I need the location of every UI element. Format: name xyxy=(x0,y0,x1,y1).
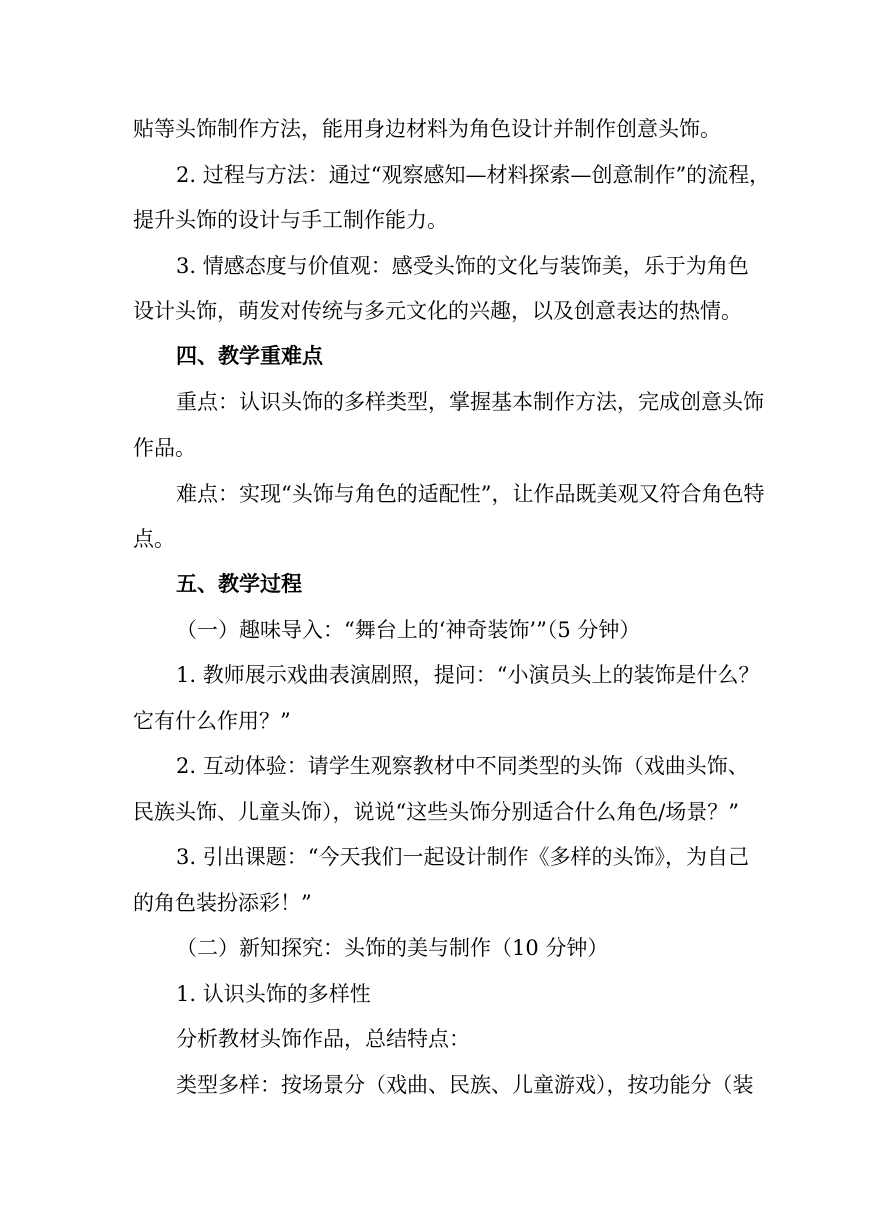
paragraph-line: 作品。 xyxy=(133,436,196,460)
paragraph-line: 难点：实现“头饰与角色的适配性”，让作品既美观又符合角色特 xyxy=(176,482,765,506)
paragraph-line: 设计头饰，萌发对传统与多元文化的兴趣，以及创意表达的热情。 xyxy=(133,299,742,323)
paragraph-line: 1. 教师展示戏曲表演剧照，提问：“小演员头上的装饰是什么？ xyxy=(176,663,760,687)
paragraph-line: 1. 认识头饰的多样性 xyxy=(176,982,371,1006)
section-heading: 五、教学过程 xyxy=(176,571,302,596)
paragraph-line: 重点：认识头饰的多样类型，掌握基本制作方法，完成创意头饰 xyxy=(176,390,764,414)
paragraph-line: 类型多样：按场景分（戏曲、民族、儿童游戏），按功能分（装 xyxy=(176,1073,754,1097)
paragraph-line: 的角色装扮添彩！” xyxy=(133,891,312,915)
paragraph-line: 民族头饰、儿童头饰），说说“这些头饰分别适合什么角色/场景？” xyxy=(133,800,740,824)
paragraph-line: 分析教材头饰作品，总结特点： xyxy=(176,1027,470,1051)
paragraph-line: 提升头饰的设计与手工制作能力。 xyxy=(133,208,448,232)
paragraph-line: 2. 过程与方法：通过“观察感知—材料探索—创意制作”的流程， xyxy=(176,163,771,187)
paragraph-line: 2. 互动体验：请学生观察教材中不同类型的头饰（戏曲头饰、 xyxy=(176,754,749,778)
paragraph-line: （一）趣味导入：“舞台上的‘神奇装饰’”（5 分钟） xyxy=(176,618,641,642)
section-heading: 四、教学重难点 xyxy=(176,343,323,368)
paragraph-line: 点。 xyxy=(133,527,175,551)
paragraph-line: 3. 情感态度与价值观：感受头饰的文化与装饰美，乐于为角色 xyxy=(176,254,749,278)
paragraph-line: 贴等头饰制作方法，能用身边材料为角色设计并制作创意头饰。 xyxy=(133,117,721,141)
paragraph-line: 3. 引出课题：“今天我们一起设计制作《多样的头饰》，为自己 xyxy=(176,845,749,869)
paragraph-line: （二）新知探究：头饰的美与制作（10 分钟） xyxy=(176,936,609,960)
paragraph-line: 它有什么作用？” xyxy=(133,709,291,733)
